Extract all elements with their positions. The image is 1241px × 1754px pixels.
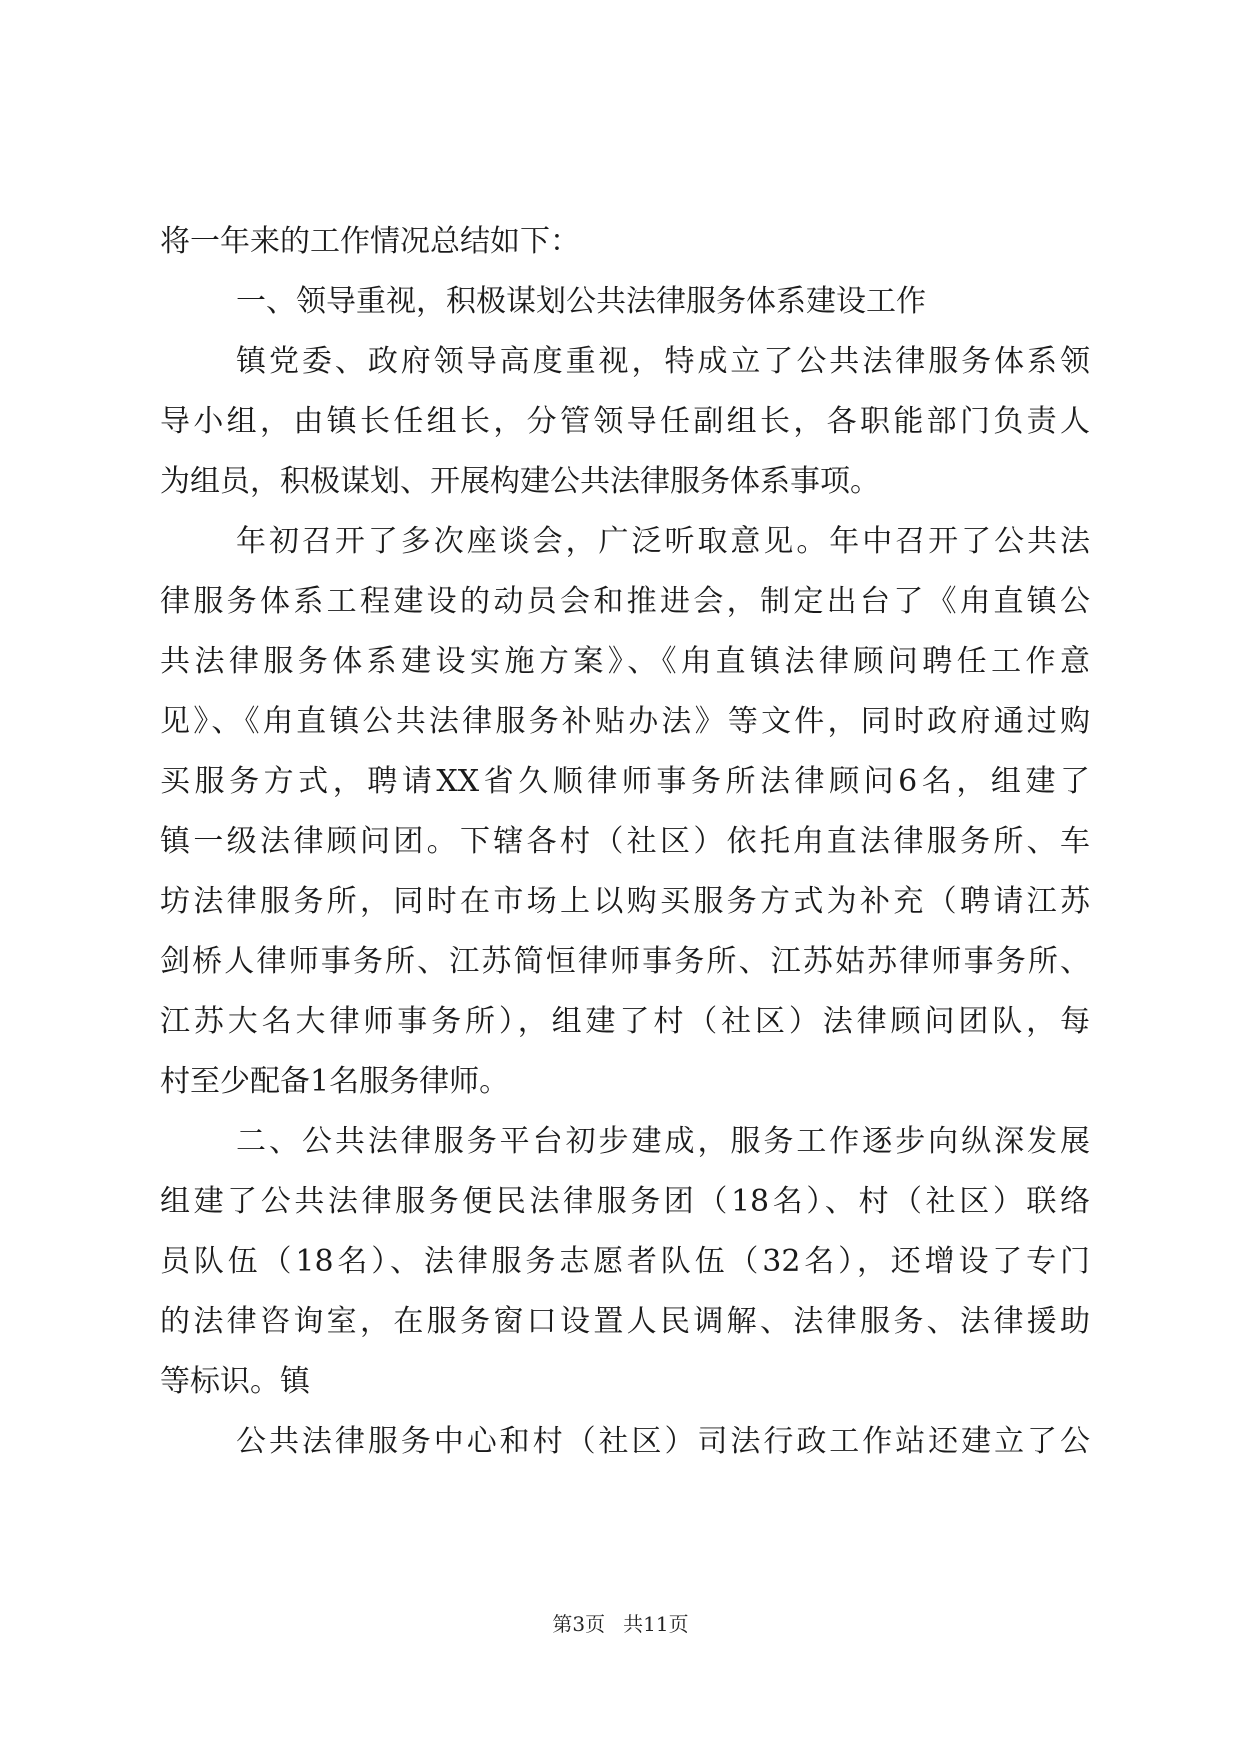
text-line: 等标识。镇 [160, 1364, 310, 1399]
text-line: 坊法律服务所，同时在市场上以购买服务方式为补充（聘请江苏 [160, 884, 1090, 919]
text-line: 买服务方式，聘请XX省久顺律师事务所法律顾问6名，组建了 [160, 764, 1090, 799]
text-line: 员队伍（18名）、法律服务志愿者队伍（32名），还增设了专门 [160, 1244, 1090, 1279]
text-line: 将一年来的工作情况总结如下： [160, 224, 580, 259]
text-line: 公共法律服务中心和村（社区）司法行政工作站还建立了公 [236, 1424, 1090, 1459]
text-line: 组建了公共法律服务便民法律服务团（18名）、村（社区）联络 [160, 1184, 1090, 1219]
text-line: 见》、《甪直镇公共法律服务补贴办法》等文件，同时政府通过购 [160, 704, 1090, 739]
text-line: 年初召开了多次座谈会，广泛听取意见。年中召开了公共法 [236, 524, 1090, 559]
text-line: 镇一级法律顾问团。下辖各村（社区）依托甪直法律服务所、车 [160, 824, 1090, 859]
section-heading: 二、公共法律服务平台初步建成，服务工作逐步向纵深发展 [236, 1124, 1090, 1159]
page-footer [0, 1610, 1241, 1638]
text-line: 村至少配备1名服务律师。 [160, 1064, 510, 1099]
page-total: 共11页 [623, 1612, 689, 1636]
text-line: 共法律服务体系建设实施方案》、《甪直镇法律顾问聘任工作意 [160, 644, 1090, 679]
text-line: 为组员，积极谋划、开展构建公共法律服务体系事项。 [160, 464, 880, 499]
text-line: 江苏大名大律师事务所），组建了村（社区）法律顾问团队，每 [160, 1004, 1090, 1039]
text-line: 导小组，由镇长任组长，分管领导任副组长，各职能部门负责人 [160, 404, 1090, 439]
text-line: 律服务体系工程建设的动员会和推进会，制定出台了《甪直镇公 [160, 584, 1090, 619]
section-heading: 一、领导重视，积极谋划公共法律服务体系建设工作 [236, 284, 926, 319]
text-line: 的法律咨询室，在服务窗口设置人民调解、法律服务、法律援助 [160, 1304, 1090, 1339]
page-number: 第3页 [552, 1612, 606, 1636]
text-line: 剑桥人律师事务所、江苏简恒律师事务所、江苏姑苏律师事务所、 [160, 944, 1090, 979]
text-line: 镇党委、政府领导高度重视，特成立了公共法律服务体系领 [236, 344, 1090, 379]
